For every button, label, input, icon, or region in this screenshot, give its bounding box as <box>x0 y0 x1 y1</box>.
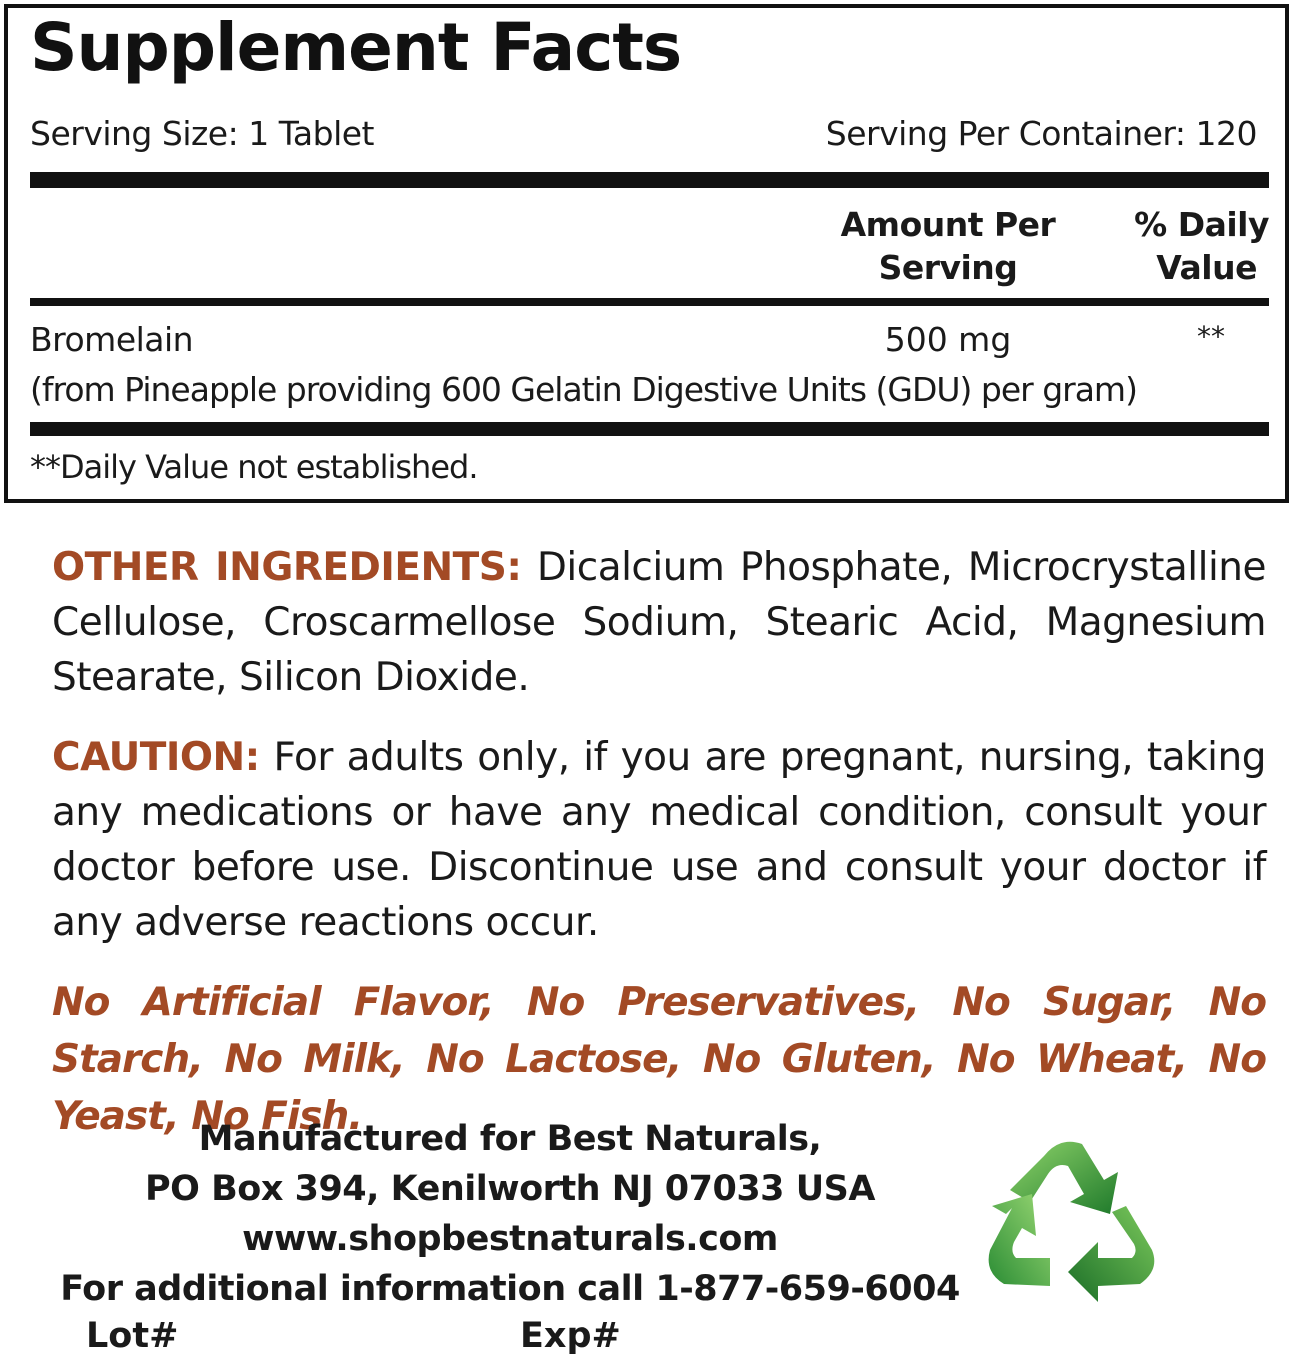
other-ingredients-text: Dicalcium Phosphate, Microcrystalline Cellulose, Croscarmellose Sodium, Stearic Acid, Magnesium Stearate, Silicon Dioxide. <box>52 545 1266 700</box>
caution <box>52 730 1266 950</box>
recycle-arrow-right <box>1068 1206 1154 1302</box>
caution-text: For adults only, if you are pregnant, nursing, taking any medications or have any medical condition, consult your doctor before use. Discontinue use and consult your doctor if any adverse reactions occur. <box>52 735 1266 945</box>
daily-value-footnote: **Daily Value not established. <box>30 448 478 486</box>
other-ingredients <box>52 540 1266 705</box>
lot-label: Lot# <box>86 1316 179 1356</box>
manufacturer-info <box>60 1114 960 1314</box>
header-dv-line1: % Daily <box>1134 205 1269 244</box>
ingredient-name: Bromelain <box>30 320 194 359</box>
divider-thick-bottom <box>30 422 1269 436</box>
servings-per-container: Serving Per Container: 120 <box>825 114 1257 153</box>
ingredient-source: (from Pineapple providing 600 Gelatin Digestive Units (GDU) per gram) <box>30 370 1137 409</box>
header-daily-value <box>1119 204 1269 290</box>
divider-thick-top <box>30 172 1269 188</box>
recycle-arrow-left <box>989 1194 1050 1286</box>
facts-title: Supplement Facts <box>30 9 682 86</box>
supplement-facts-panel <box>4 4 1289 503</box>
exp-label: Exp# <box>520 1316 621 1356</box>
manufacturer-line1: Manufactured for Best Naturals, <box>198 1119 822 1159</box>
header-amount-line1: Amount Per <box>840 205 1056 244</box>
divider-medium <box>30 298 1269 306</box>
recycle-icon <box>986 1136 1166 1312</box>
header-dv-line2: Value <box>1156 247 1257 287</box>
caution-label: CAUTION: <box>52 735 260 780</box>
serving-size: Serving Size: 1 Tablet <box>30 114 374 153</box>
ingredient-daily-value: ** <box>1197 320 1225 353</box>
header-amount-per-serving <box>828 204 1068 290</box>
ingredient-amount: 500 mg <box>884 320 1012 359</box>
free-from-statement: No Artificial Flavor, No Preservatives, No Sugar, No Starch, No Milk, No Lactose, No Gluten, No Wheat, No Yeast, No Fish. <box>52 980 1266 1139</box>
header-amount-line2: Serving <box>878 247 1018 287</box>
manufacturer-website: www.shopbestnaturals.com <box>242 1219 778 1259</box>
other-ingredients-label: OTHER INGREDIENTS: <box>52 545 522 590</box>
manufacturer-address: PO Box 394, Kenilworth NJ 07033 USA <box>145 1169 875 1209</box>
manufacturer-phone: For additional information call 1-877-659-6004 <box>60 1269 960 1309</box>
